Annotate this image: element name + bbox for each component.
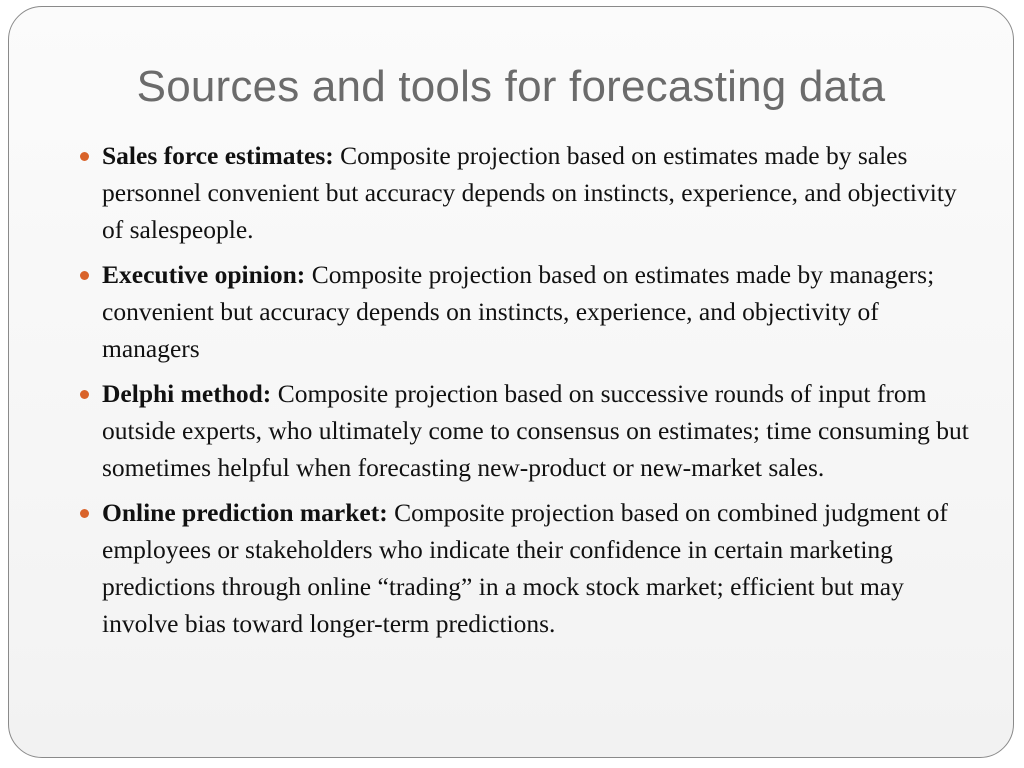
bullet-dot-icon [80,152,89,161]
slide [8,6,1014,758]
bullet-term: Executive opinion: [102,260,312,289]
bullet-dot-icon [80,509,89,518]
bullet-text: Composite projection based on estimates made by sales personnel convenient but accuracy depends on instincts, experience, and objectivity of salespeople. [102,141,957,244]
bullet-item-executive-opinion [102,256,982,367]
slide-title: Sources and tools for forecasting data [136,62,886,111]
bullet-term: Sales force estimates: [102,141,341,170]
bullet-item-delphi-method [102,375,982,486]
bullet-item-sales-force-estimates [102,137,982,248]
bullet-text: Composite projection based on estimates made by managers; convenient but accuracy depends on instincts, experience, and objectivity of managers [102,260,935,363]
bullet-term: Delphi method: [102,379,278,408]
bullet-dot-icon [80,390,89,399]
bullet-text: Composite projection based on combined judgment of employees or stakeholders who indicate their confidence in certain marketing predictions through online “trading” in a mock stock market; efficient but may involve bias toward longer-term predictions. [102,498,948,638]
bullet-item-online-prediction-market [102,494,982,642]
bullet-dot-icon [80,271,89,280]
bullet-term: Online prediction market: [102,498,395,527]
bullet-text: Composite projection based on successive rounds of input from outside experts, who ultimately come to consensus on estimates; time consuming but sometimes helpful when forecasting new-product or new-market sales. [102,379,969,482]
bullet-list [102,137,982,650]
